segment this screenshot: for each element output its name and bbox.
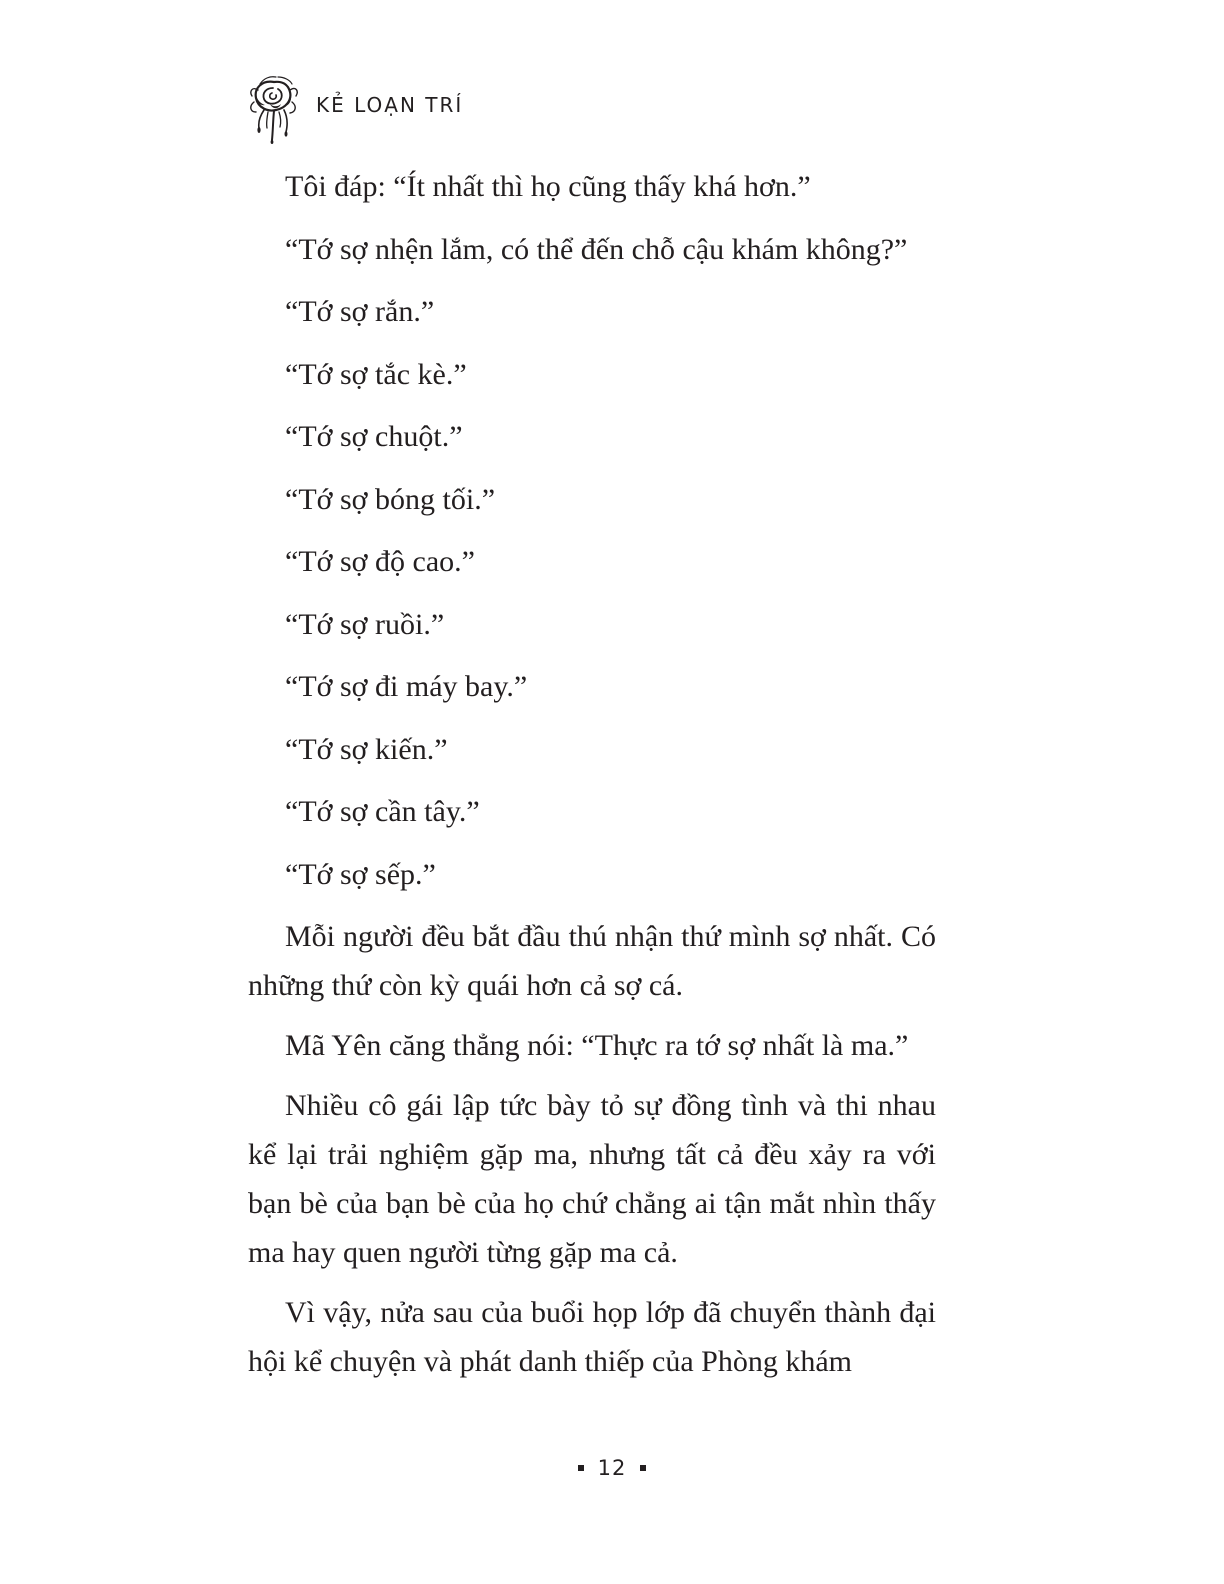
- page-footer: [0, 1456, 1224, 1480]
- text-line: “Tớ sợ độ cao.”: [285, 545, 475, 578]
- text-line: “Tớ sợ kiến.”: [285, 732, 448, 766]
- text-line: “Tớ sợ bóng tối.”: [285, 482, 496, 516]
- text-line: “Tớ sợ rắn.”: [285, 295, 435, 328]
- text-line: “Tớ sợ cần tây.”: [285, 795, 480, 828]
- text-line: “Tớ sợ đi máy bay.”: [285, 670, 528, 703]
- body-text: [248, 162, 936, 1397]
- running-header: [246, 72, 463, 144]
- paragraph: Vì vậy, nửa sau của buổi họp lớp đã chuyển thành đại hội kể chuyện và phát danh thiếp của Phòng khám: [248, 1296, 936, 1378]
- square-bullet-icon: [640, 1465, 646, 1471]
- paragraph: Nhiều cô gái lập tức bày tỏ sự đồng tình và thi nhau kể lại trải nghiệm gặp ma, nhưng tất cả đều xảy ra với bạn bè của bạn bè của họ chứ chẳng ai tận mắt nhìn thấy ma hay quen người từng gặp ma cả.: [248, 1089, 936, 1269]
- rose-icon: [246, 72, 302, 144]
- page-number: 12: [597, 1456, 627, 1480]
- paragraph: Mỗi người đều bắt đầu thú nhận thứ mình sợ nhất. Có những thứ còn kỳ quái hơn cả sợ cá.: [248, 920, 936, 1002]
- text-line: “Tớ sợ ruồi.”: [285, 607, 445, 641]
- square-bullet-icon: [578, 1465, 584, 1471]
- text-line: “Tớ sợ sếp.”: [285, 857, 436, 891]
- text-line: Tôi đáp: “Ít nhất thì họ cũng thấy khá hơn.”: [285, 170, 811, 203]
- text-line: “Tớ sợ tắc kè.”: [285, 357, 467, 391]
- paragraph: Mã Yên căng thẳng nói: “Thực ra tớ sợ nhất là ma.”: [285, 1029, 909, 1062]
- running-title: KẺ LOẠN TRÍ: [316, 93, 464, 117]
- text-line: “Tớ sợ chuột.”: [285, 420, 463, 453]
- text-line: “Tớ sợ nhện lắm, có thể đến chỗ cậu khám không?”: [285, 232, 908, 266]
